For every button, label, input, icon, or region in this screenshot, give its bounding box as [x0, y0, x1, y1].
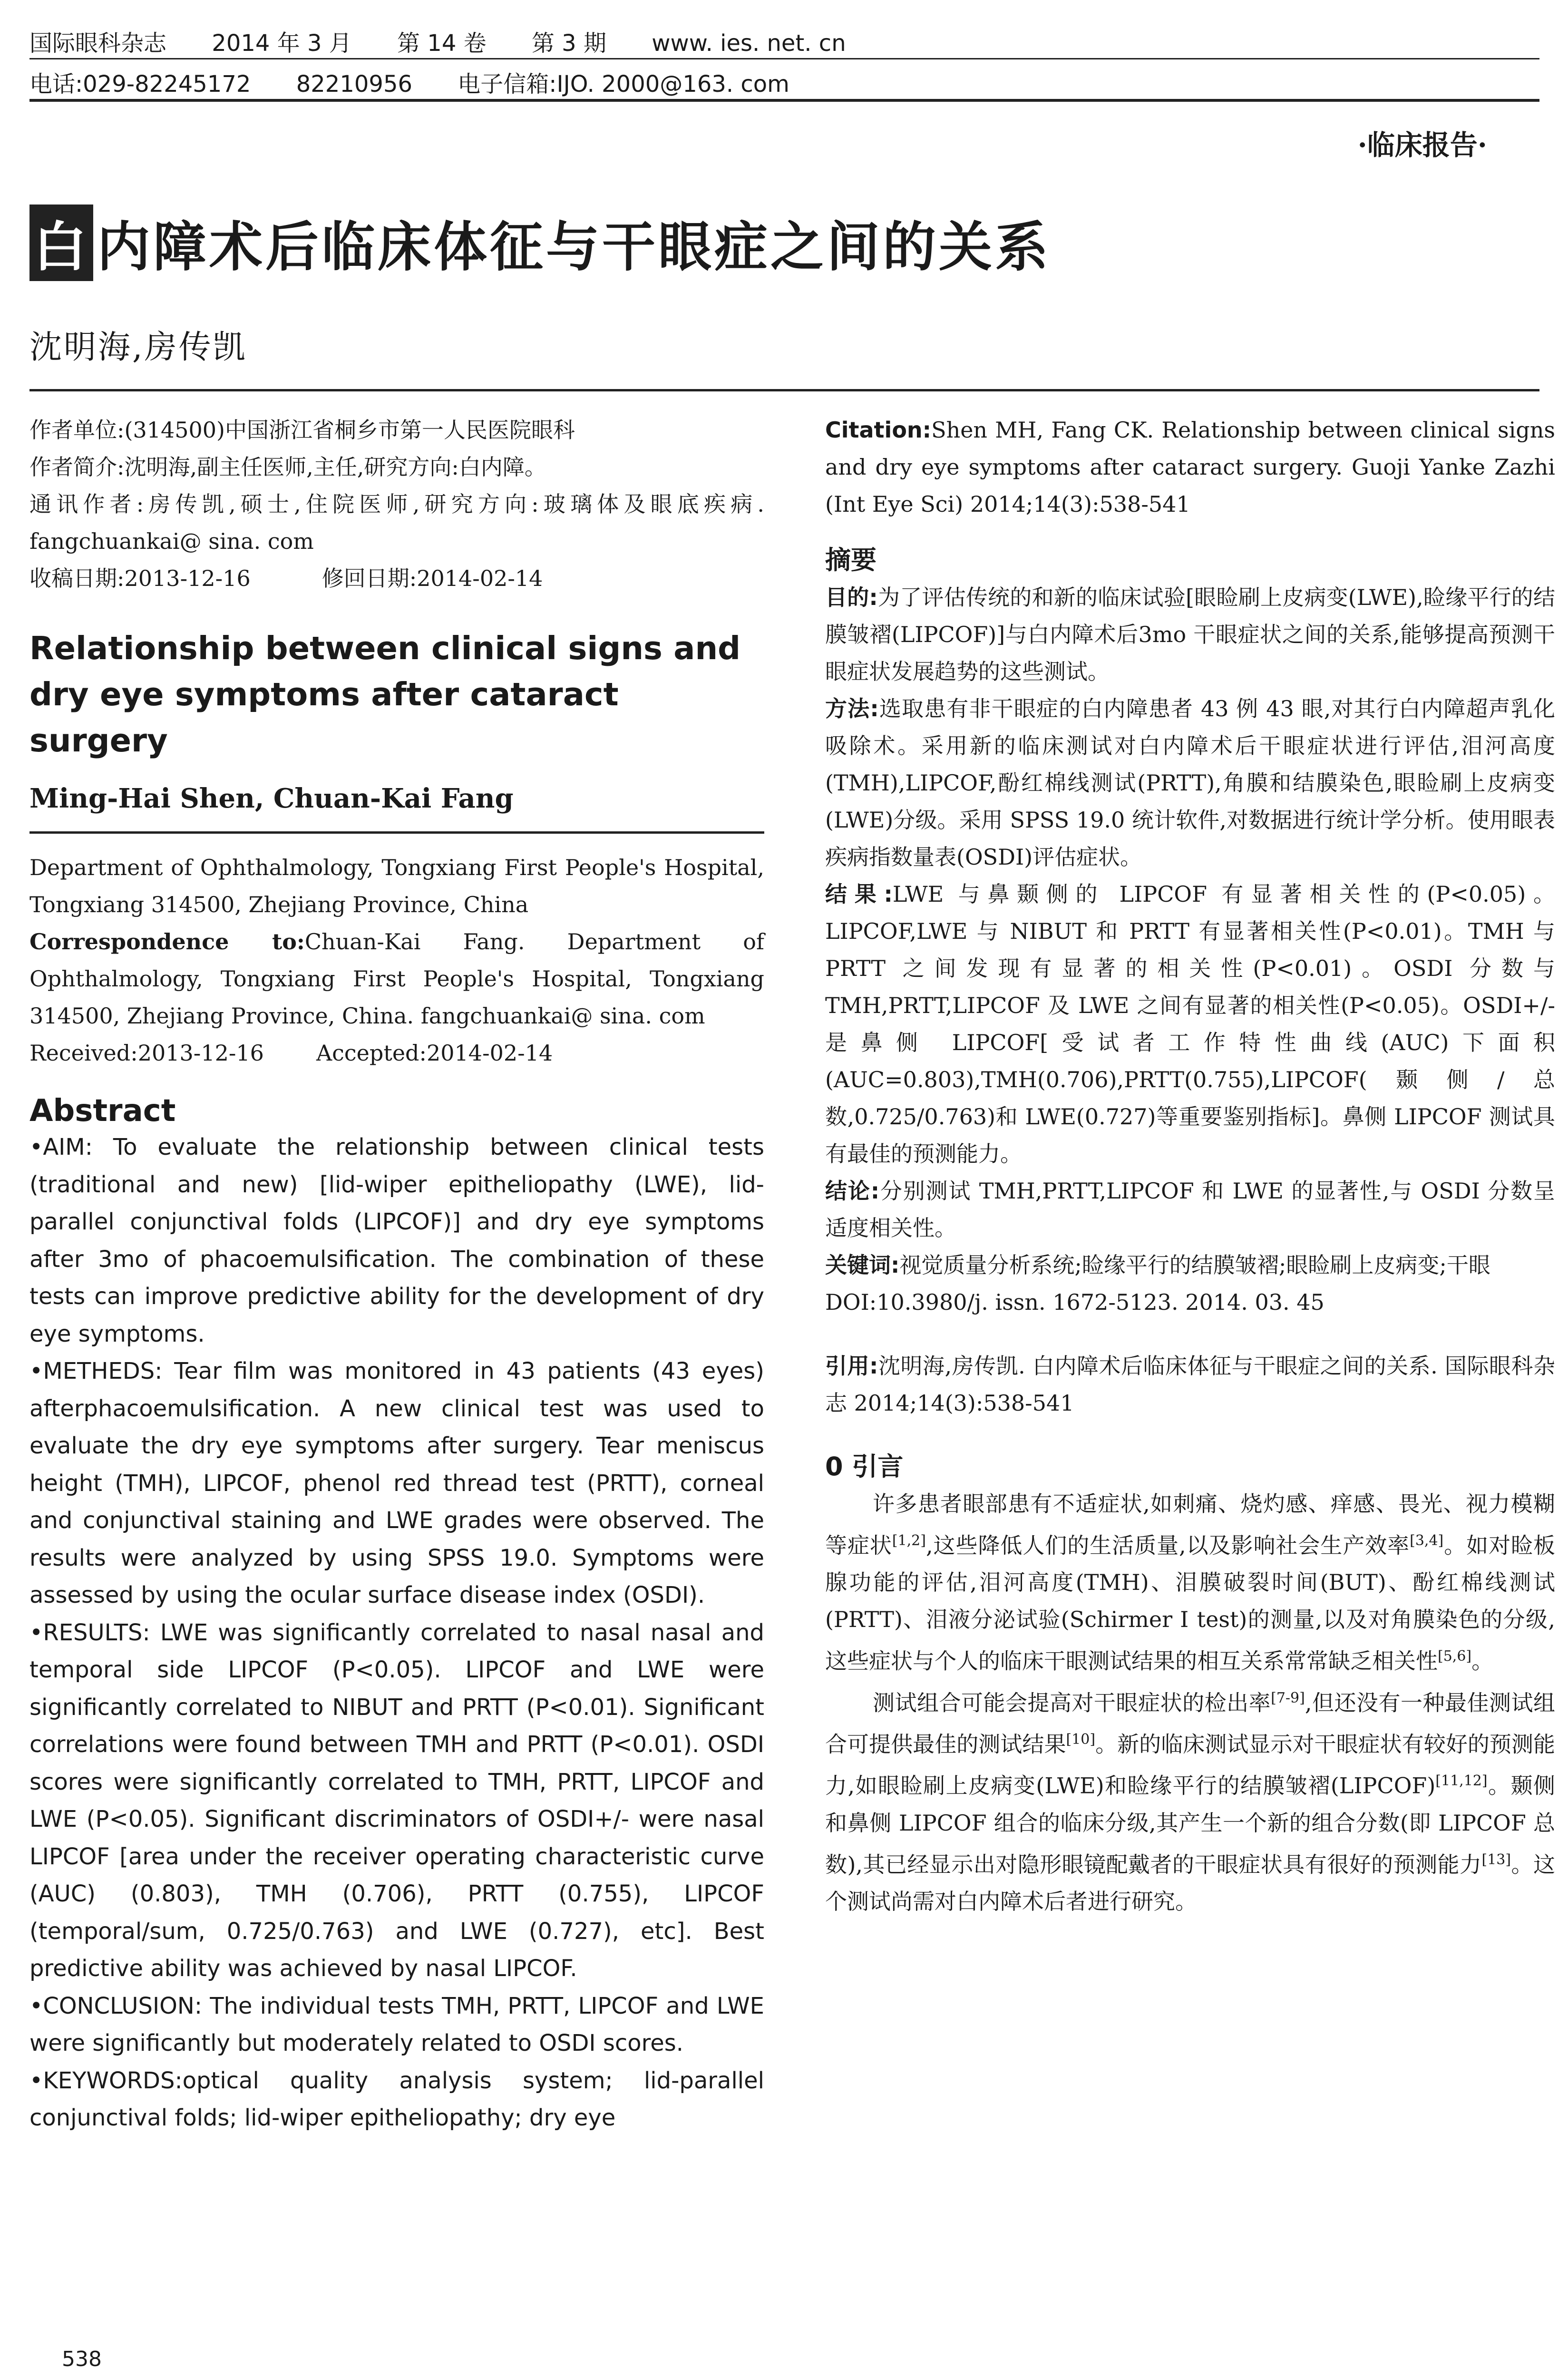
results-cn-text: LWE 与鼻颞侧的 LIPCOF 有显著相关性的(P<0.05)。LIPCOF,LWE 与 NIBUT 和 PRTT 有显著相关性(P<0.01)。TMH 与 PRTT 之间发现有显著的相关性(P<0.01)。OSDI 分数与 TMH,PRTT,LIPCOF 及 LWE 之间有显著的相关性(P<0.05)。OSDI+/-是鼻侧 LIPCOF[受试者工作特性曲线(AUC)下面积(AUC=0.803),TMH(0.706),PRTT(0.755),LIPCOF(颞侧/总数,0.725/0.763)和 LWE(0.727)等重要鉴别指标]。鼻侧 LIPCOF 测试具有最佳的预测能力。 — [825, 881, 1555, 1167]
keywords-cn — [825, 1247, 1555, 1284]
title-rest: 内障术后临床体征与干眼症之间的关系 — [97, 216, 1051, 278]
intro-p2-text-b: ,但还没有一种最佳测试组合可提供最佳的测试结果 — [825, 1689, 1556, 1757]
title-first-char: 白 — [29, 205, 93, 281]
affiliation-cn: 作者单位:(314500)中国浙江省桐乡市第一人民医院眼科 — [29, 417, 575, 443]
intro-paragraph-1 — [825, 1485, 1555, 1680]
department-en: Department of Ophthalmology, Tongxiang First People's Hospital, Tongxiang 314500, Zhejiang Province, China — [29, 855, 764, 917]
intro-paragraph-2 — [825, 1680, 1555, 1920]
methods-cn — [825, 690, 1555, 876]
right-column — [825, 411, 1555, 1920]
intro-p2-text-a: 测试组合可能会提高对干眼症状的检出率 — [873, 1689, 1271, 1715]
results-label: •RESULTS: — [29, 1619, 150, 1646]
accepted-en: Accepted:2014-02-14 — [316, 1040, 553, 1066]
keywords-text: optical quality analysis system; lid-parallel conjunctival folds; lid-wiper epitheliopathy; dry eye — [29, 2067, 764, 2131]
abstract-keywords — [29, 2062, 764, 2137]
conclusion-cn-label: 结论: — [825, 1178, 880, 1204]
citation-text: Shen MH, Fang CK. Relationship between clinical signs and dry eye symptoms after cataract surgery. Guoji Yanke Zazhi (Int Eye Sci) 2014;14(3):538-541 — [825, 417, 1555, 517]
volume: 第 14 卷 — [397, 30, 487, 57]
methods-cn-label: 方法: — [825, 696, 879, 721]
conclusion-cn — [825, 1172, 1555, 1247]
intro-p2-text-e: 。这个测试尚需对白内障术后者进行研究。 — [825, 1851, 1556, 1914]
journal-header-line2 — [29, 66, 828, 98]
article-title — [29, 205, 1051, 281]
bio-cn: 作者简介:沈明海,副主任医师,主任,研究方向:白内障。 — [29, 454, 546, 480]
results-cn-label: 结果: — [825, 881, 893, 907]
page-number: 538 — [62, 2347, 102, 2371]
reference-mark[interactable]: [11,12] — [1435, 1773, 1488, 1790]
keywords-label: •KEYWORDS: — [29, 2067, 183, 2094]
issue-number: 第 3 期 — [531, 30, 606, 57]
dates-cn — [29, 560, 764, 597]
doi-link[interactable]: DOI:10.3980/j. issn. 1672-5123. 2014. 03. 45 — [825, 1289, 1325, 1315]
methods-cn-text: 选取患有非干眼症的白内障患者 43 例 43 眼,对其行白内障超声乳化吸除术。采用新的临床测试对白内障术后干眼症状进行评估,泪河高度(TMH),LIPCOF,酚红棉线测试(PRTT),角膜和结膜染色,眼睑刷上皮病变(LWE)分级。采用 SPSS 19.0 统计软件,对数据进行统计学分析。使用眼表疾病指数量表(OSDI)评估症状。 — [825, 696, 1555, 870]
intro-p2-text-c: 。新的临床测试显示对干眼症状有较好的预测能力,如眼睑刷上皮病变(LWE)和睑缘平行的结膜皱褶(LIPCOF) — [825, 1731, 1556, 1799]
left-column — [29, 411, 764, 2137]
issue-date: 2014 年 3 月 — [212, 30, 352, 57]
abstract-cn-heading: 摘要 — [825, 545, 877, 575]
results-cn — [825, 876, 1555, 1172]
journal-header-line1 — [29, 25, 884, 58]
abstract-methods — [29, 1353, 764, 1614]
keywords-cn-label: 关键词: — [825, 1252, 900, 1278]
aim-cn-text: 为了评估传统的和新的临床试验[眼睑刷上皮病变(LWE),睑缘平行的结膜皱褶(LIPCOF)]与白内障术后3mo 干眼症状之间的关系,能够提高预测干眼症状发展趋势的这些测试。 — [825, 585, 1555, 684]
cite-cn — [825, 1347, 1555, 1422]
conclusion-label: •CONCLUSION: — [29, 1992, 202, 2019]
authors-cn: 沈明海,房传凯 — [29, 329, 247, 366]
citation-label: Citation: — [825, 417, 932, 443]
abstract-conclusion — [29, 1987, 764, 2062]
reference-mark[interactable]: [7-9] — [1271, 1689, 1305, 1706]
phone2: 82210956 — [296, 71, 413, 97]
received-cn: 收稿日期:2013-12-16 — [29, 565, 251, 591]
correspondence-en — [29, 923, 764, 1034]
intro-p2-text-d: 。颞侧和鼻侧 LIPCOF 组合的临床分级,其产生一个新的组合分数(即 LIPCOF 总数),其已经显示出对隐形眼镜配戴者的干眼症状具有很好的预测能力 — [825, 1773, 1556, 1877]
cite-cn-label: 引用: — [825, 1353, 878, 1379]
conclusion-cn-text: 分别测试 TMH,PRTT,LIPCOF 和 LWE 的显著性,与 OSDI 分数呈适度相关性。 — [825, 1178, 1555, 1241]
results-text: LWE was significantly correlated to nasal nasal and temporal side LIPCOF (P<0.05). LIPCOF and LWE were significantly correlated to NIBUT and PRTT (P<0.01). Significant correlations were found between TMH and PRTT (P<0.01). OSDI scores were significantly correlated to TMH, PRTT, LIPCOF and LWE (P<0.05). Significant discriminators of OSDI+/- were nasal LIPCOF [area under the receiver operating characteristic curve (AUC) (0.803), TMH (0.706), PRTT (0.755), LIPCOF (temporal/sum, 0.725/0.763) and LWE (0.727), etc]. Best predictive ability was achieved by nasal LIPCOF. — [29, 1619, 765, 1982]
reference-mark[interactable]: [1,2] — [892, 1532, 926, 1549]
conclusion-text: The individual tests TMH, PRTT, LIPCOF and LWE were significantly but moderately related to OSDI scores. — [29, 1992, 764, 2056]
abstract-heading: Abstract — [29, 1093, 176, 1129]
aim-cn-label: 目的: — [825, 585, 878, 610]
intro-p1-text-a: 许多患者眼部患有不适症状,如刺痛、烧灼感、痒感、畏光、视力模糊等症状 — [825, 1491, 1555, 1559]
title-rule — [29, 389, 1539, 391]
dates-en — [29, 1034, 764, 1072]
english-authors: Ming-Hai Shen, Chuan-Kai Fang — [29, 783, 514, 814]
methods-label: •METHEDS: — [29, 1358, 163, 1384]
website-link[interactable]: www. ies. net. cn — [652, 30, 846, 57]
aim-label: •AIM: — [29, 1134, 93, 1160]
phone: 电话:029-82245172 — [29, 71, 251, 97]
intro-p1-text-d: 。 — [1471, 1648, 1494, 1674]
correspondence-label: Correspondence to: — [29, 929, 305, 955]
revised-cn: 修回日期:2014-02-14 — [321, 565, 543, 591]
journal-name: 国际眼科杂志 — [29, 30, 167, 57]
received-en: Received:2013-12-16 — [29, 1040, 264, 1066]
intro-p1-text-b: ,这些降低人们的生活质量,以及影响社会生产效率 — [925, 1532, 1410, 1559]
methods-text: Tear film was monitored in 43 patients (43 eyes) afterphacoemulsification. A new clinical test was used to evaluate the dry eye symptoms after surgery. Tear meniscus height (TMH), LIPCOF, phenol red thread test (PRTT), corneal and conjunctival staining and LWE grades were observed. The results were analyzed by using SPSS 19.0. Symptoms were assessed by using the ocular surface disease index (OSDI). — [29, 1358, 765, 1608]
reference-mark[interactable]: [13] — [1481, 1851, 1511, 1868]
intro-heading: 0 引言 — [825, 1452, 904, 1481]
aim-cn — [825, 579, 1555, 690]
header-bottom-rule — [29, 99, 1539, 102]
abstract-aim — [29, 1129, 764, 1353]
keywords-cn-text: 视觉质量分析系统;睑缘平行的结膜皱褶;眼睑刷上皮病变;干眼 — [899, 1252, 1490, 1278]
english-title: Relationship between clinical signs and dry eye symptoms after cataract surgery — [29, 630, 741, 759]
cite-cn-text: 沈明海,房传凯. 白内障术后临床体征与干眼症之间的关系. 国际眼科杂志 2014;14(3):538-541 — [825, 1353, 1555, 1416]
reference-mark[interactable]: [3,4] — [1410, 1532, 1444, 1549]
section-label: ·临床报告· — [1357, 129, 1487, 161]
aim-text: To evaluate the relationship between clinical tests (traditional and new) [lid-wiper epitheliopathy (LWE), lid- parallel conjunctival folds (LIPCOF)] and dry eye symptoms after 3mo of phacoemulsification. The combination of these tests can improve predictive ability for the development of dry eye symptoms. — [29, 1134, 764, 1347]
correspondence-cn: 通讯作者:房传凯,硕士,住院医师,研究方向:玻璃体及眼底疾病. fangchuankai@ sina. com — [29, 491, 764, 554]
email-link[interactable]: 电子信箱:IJO. 2000@163. com — [458, 71, 789, 97]
header-divider — [29, 58, 1539, 59]
reference-mark[interactable]: [10] — [1066, 1731, 1096, 1748]
citation-en — [825, 411, 1555, 523]
abstract-results — [29, 1614, 764, 1987]
intro-p1-text-c: 。如对睑板腺功能的评估,泪河高度(TMH)、泪膜破裂时间(BUT)、酚红棉线测试(PRTT)、泪液分泌试验(Schirmer Ⅰ test)的测量,以及对角膜染色的分级,这些症状与个人的临床干眼测试结果的相互关系常常缺乏相关性 — [825, 1532, 1556, 1674]
correspondence-text: Chuan-Kai Fang. Department of Ophthalmology, Tongxiang First People's Hospital, Tongxiang 314500, Zhejiang Province, China. fangchuankai@ sina. com — [29, 929, 764, 1029]
reference-mark[interactable]: [5,6] — [1438, 1648, 1472, 1665]
